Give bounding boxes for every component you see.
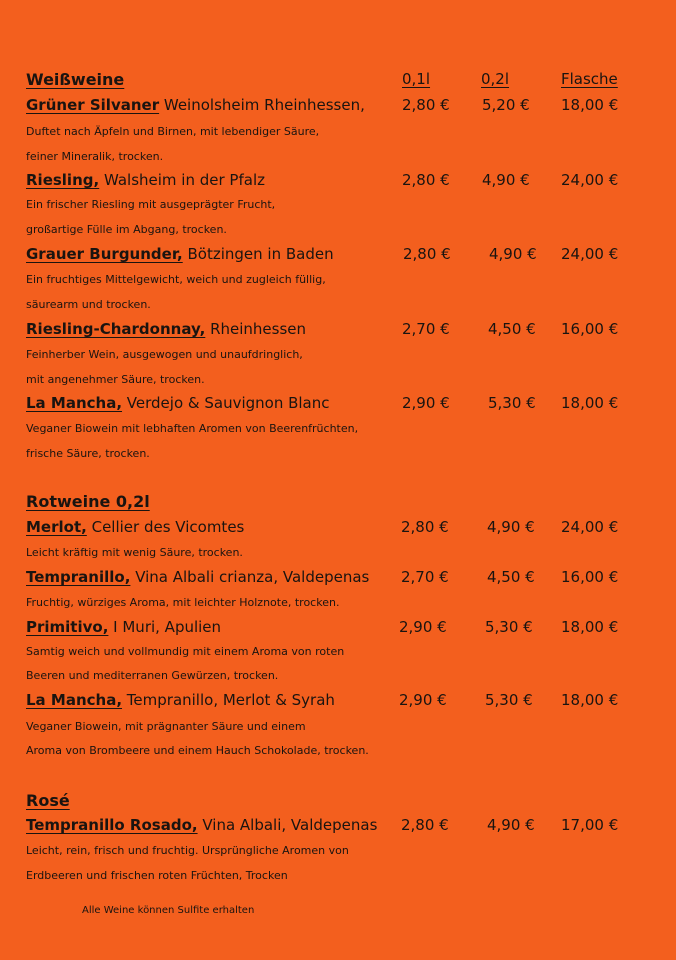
price-02l: 5,30 € [485, 618, 533, 636]
price-02l: 4,50 € [488, 320, 536, 338]
wine-description: Leicht, rein, frisch und fruchtig. Ursprüngliche Aromen von [26, 844, 349, 857]
wine-item-gruener-silvaner [26, 96, 365, 114]
wine-origin: Vina Albali crianza, Valdepenas [130, 568, 370, 586]
price-flasche: 18,00 € [561, 618, 619, 636]
price-01l: 2,80 € [401, 816, 449, 834]
price-flasche: 18,00 € [561, 691, 619, 709]
price-01l: 2,80 € [403, 245, 451, 263]
price-02l: 4,90 € [482, 171, 530, 189]
wine-item-merlot [26, 518, 244, 536]
wine-description: Feinherber Wein, ausgewogen und unaufdringlich, [26, 348, 303, 361]
wine-origin: Vina Albali, Valdepenas [197, 816, 378, 834]
wine-item-primitivo [26, 618, 221, 636]
price-02l: 5,30 € [485, 691, 533, 709]
price-flasche: 24,00 € [561, 518, 619, 536]
section-title-rotweine: Rotweine 0,2l [26, 492, 150, 511]
wine-origin: Walsheim in der Pfalz [99, 171, 265, 189]
section-title-rose: Rosé [26, 791, 70, 810]
wine-description: Leicht kräftig mit wenig Säure, trocken. [26, 546, 243, 559]
wine-description: Veganer Biowein, mit prägnanter Säure und einem [26, 720, 306, 733]
price-02l: 5,20 € [482, 96, 530, 114]
wine-item-la-mancha-verdejo [26, 394, 330, 412]
wine-origin: Tempranillo, Merlot & Syrah [122, 691, 335, 709]
wine-description: säurearm und trocken. [26, 298, 151, 311]
wine-item-riesling-chardonnay [26, 320, 306, 338]
section-title-weissweine: Weißweine [26, 70, 125, 89]
price-01l: 2,90 € [399, 618, 447, 636]
wine-item-tempranillo [26, 568, 369, 586]
wine-item-tempranillo-rosado [26, 816, 377, 834]
column-header-flasche: Flasche [561, 70, 618, 88]
wine-description: Ein frischer Riesling mit ausgeprägter Frucht, [26, 198, 276, 211]
wine-origin: I Muri, Apulien [108, 618, 222, 636]
wine-description: Aroma von Brombeere und einem Hauch Schokolade, trocken. [26, 744, 369, 757]
wine-origin: Bötzingen in Baden [182, 245, 334, 263]
price-flasche: 24,00 € [561, 245, 619, 263]
price-02l: 4,50 € [487, 568, 535, 586]
price-02l: 4,90 € [487, 816, 535, 834]
wine-name: Riesling, [26, 171, 100, 189]
wine-name: Grauer Burgunder, [26, 245, 183, 263]
price-flasche: 24,00 € [561, 171, 619, 189]
price-01l: 2,70 € [402, 320, 450, 338]
wine-description: Samtig weich und vollmundig mit einem Aroma von roten [26, 645, 345, 658]
wine-description: großartige Fülle im Abgang, trocken. [26, 223, 227, 236]
wine-name: Merlot, [26, 518, 87, 536]
price-flasche: 17,00 € [561, 816, 619, 834]
wine-origin: Weinolsheim Rheinhessen, [159, 96, 365, 114]
wine-name: La Mancha, [26, 394, 123, 412]
wine-item-riesling [26, 171, 265, 189]
wine-name: Grüner Silvaner [26, 96, 160, 114]
price-01l: 2,90 € [399, 691, 447, 709]
wine-description: frische Säure, trocken. [26, 447, 150, 460]
price-01l: 2,80 € [402, 171, 450, 189]
sulfite-note: Alle Weine können Sulfite erhalten [82, 905, 255, 916]
price-02l: 5,30 € [488, 394, 536, 412]
wine-name: Tempranillo Rosado, [26, 816, 198, 834]
wine-name: Tempranillo, [26, 568, 131, 586]
wine-description: feiner Mineralik, trocken. [26, 150, 164, 163]
price-02l: 4,90 € [487, 518, 535, 536]
column-header-01l: 0,1l [402, 70, 431, 88]
price-flasche: 18,00 € [561, 394, 619, 412]
wine-description: Beeren und mediterranen Gewürzen, trocken. [26, 669, 279, 682]
wine-name: Primitivo, [26, 618, 109, 636]
wine-description: Ein fruchtiges Mittelgewicht, weich und zugleich füllig, [26, 273, 326, 286]
wine-description: mit angenehmer Säure, trocken. [26, 373, 205, 386]
price-01l: 2,80 € [401, 518, 449, 536]
wine-origin: Rheinhessen [205, 320, 306, 338]
wine-origin: Verdejo & Sauvignon Blanc [122, 394, 330, 412]
price-02l: 4,90 € [489, 245, 537, 263]
price-flasche: 18,00 € [561, 96, 619, 114]
price-01l: 2,90 € [402, 394, 450, 412]
wine-name: La Mancha, [26, 691, 123, 709]
wine-item-la-mancha-tempranillo [26, 691, 335, 709]
wine-description: Veganer Biowein mit lebhaften Aromen von Beerenfrüchten, [26, 422, 359, 435]
wine-description: Fruchtig, würziges Aroma, mit leichter Holznote, trocken. [26, 596, 340, 609]
wine-description: Erdbeeren und frischen roten Früchten, Trocken [26, 869, 288, 882]
column-header-02l: 0,2l [481, 70, 510, 88]
price-flasche: 16,00 € [561, 320, 619, 338]
wine-description: Duftet nach Äpfeln und Birnen, mit lebendiger Säure, [26, 125, 320, 138]
price-flasche: 16,00 € [561, 568, 619, 586]
price-01l: 2,70 € [401, 568, 449, 586]
wine-item-grauer-burgunder [26, 245, 334, 263]
wine-name: Riesling-Chardonnay, [26, 320, 206, 338]
wine-origin: Cellier des Vicomtes [86, 518, 245, 536]
price-01l: 2,80 € [402, 96, 450, 114]
